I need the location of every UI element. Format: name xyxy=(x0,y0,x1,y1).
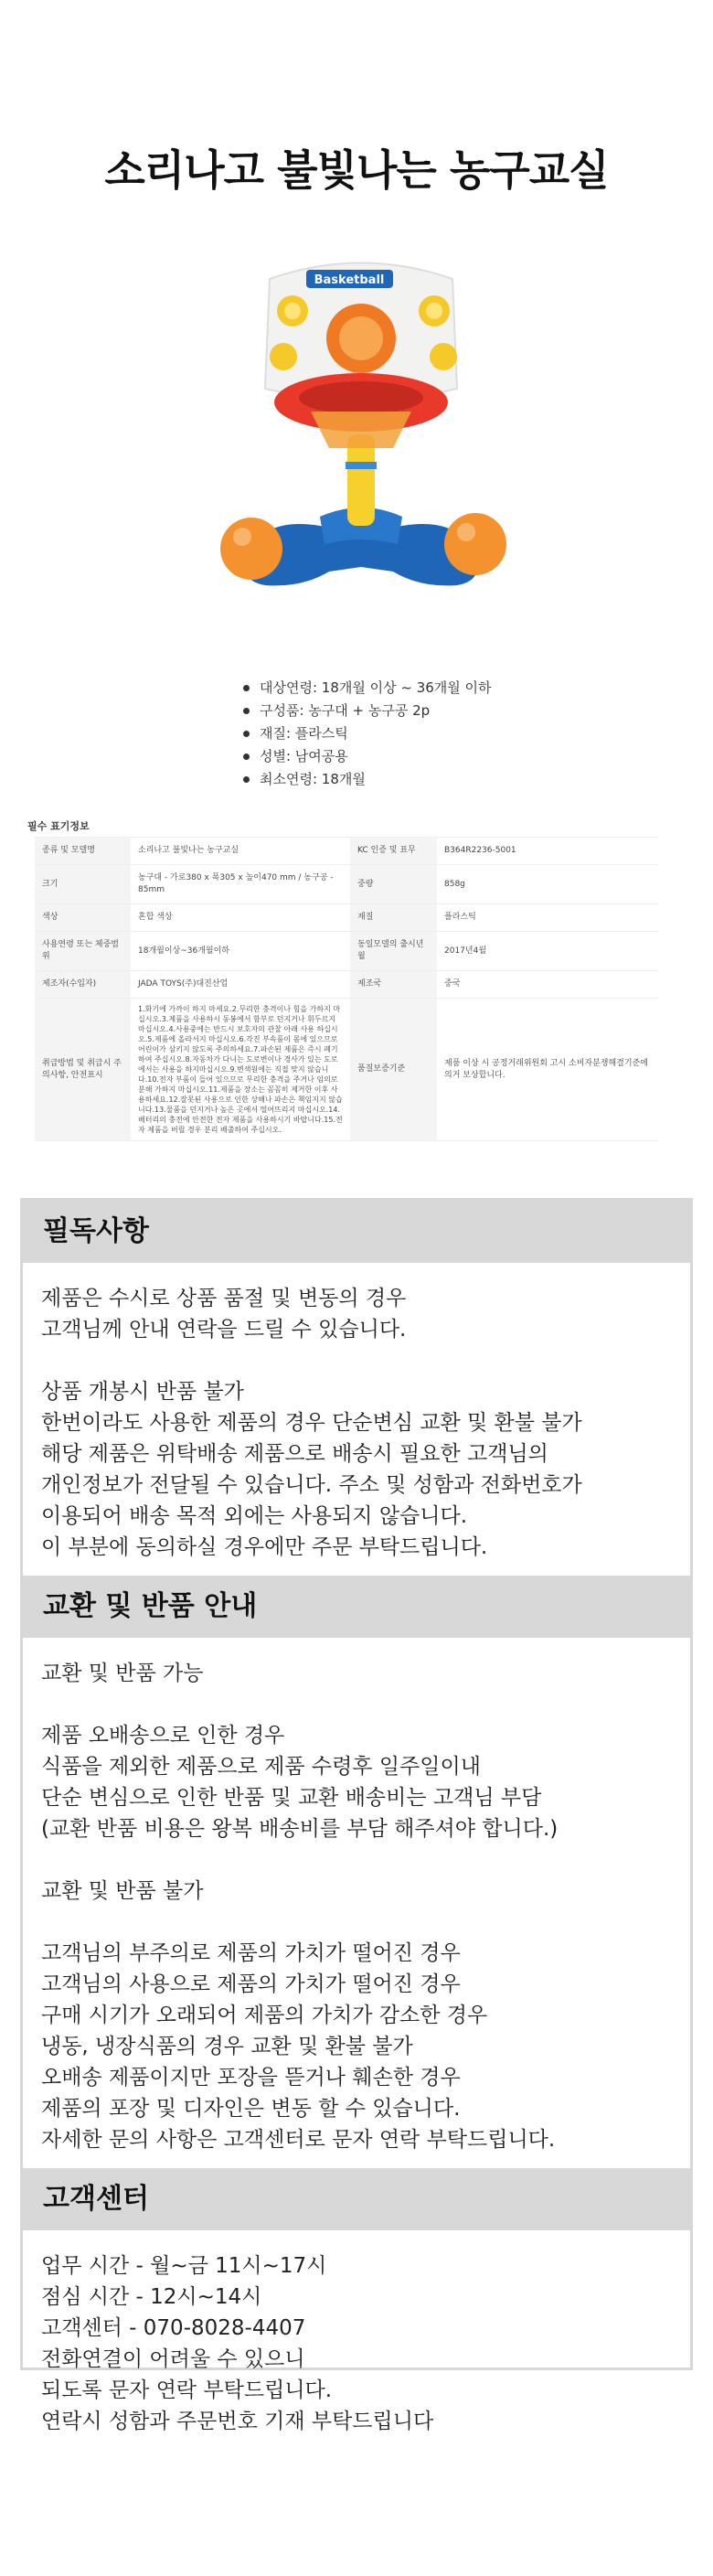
spec-value: 1.화기에 가까이 하지 마세요.2.무리한 충격이나 힘을 가하지 마십시오.3.제품을 사용하시 동봉에서 함부로 던지거나 휘두르지 마십시오.4.사용중에는 반드시 보호자의 관찰 아래 사용 하십시오.5.제품에 올라서지 마십시오.6.각진 부속품이 몸에 있으므로 어린이가 삼키지 않도록 주의하세요.7.파손된 제품은 즉시 폐기하여 주십시오.8.자동차가 다니는 도로변이나 경사가 있는 도로에서는 사용을 하지마십시오.9.변색원에는 직접 맞지 않습니다.10.전자 부품이 들어 있으므로 무리한 충격을 주거나 임의로 분해 가하지 마십시오.11.제품을 장소는 꼼꼼히 제거한 이후 사용하세요.12.잘못된 사용으로 인한 상해나 파손은 책임지지 않습니다.13.물품을 던지거나 높은 곳에서 떨어뜨리지 마십시오.14.배터리의 충전에 안전한 전자 제품을 사용하시기 바랍니다.15.전자 제품을 버릴 경우 분리 배출하여 주십시오. xyxy=(131,999,350,1141)
spec-key: 재질 xyxy=(350,904,437,932)
table-row xyxy=(35,904,658,932)
product-title: 소리나고 불빛나는 농구교실 xyxy=(104,145,609,195)
spec-key: 색상 xyxy=(35,904,131,932)
spec-value: 제품 이상 시 공정거래위원회 고시 소비자분쟁해결기준에 의거 보상합니다. xyxy=(437,999,658,1141)
basketball-hoop-image xyxy=(210,251,512,636)
section-paragraph: 상품 개봉시 반품 불가 한번이라도 사용한 제품의 경우 단순변심 교환 및 환불 불가 해당 제품은 위탁배송 제품으로 배송시 필요한 고객님의 개인정보가 전달될 수 있습니다. 주소 및 성함과 전화번호가 이용되어 배송 목적 외에는 사용되지 않습니다. 이 부분에 동의하실 경우에만 주문 부탁드립니다. xyxy=(41,1380,582,1559)
feature-item: 대상연령: 18개월 이상 ~ 36개월 이하 xyxy=(239,677,492,700)
section-heading: 고객센터 xyxy=(23,2168,690,2230)
table-row xyxy=(35,999,658,1141)
spec-key: 사용연령 또는 체중범위 xyxy=(35,932,131,971)
spec-value: 플라스틱 xyxy=(437,904,658,932)
spec-value: 농구대 - 가로380 x 폭305 x 높이470 mm / 농구공 - 85mm xyxy=(131,865,350,904)
spec-table xyxy=(35,837,658,1141)
table-row xyxy=(35,971,658,999)
section-paragraph: 교환 및 반품 가능 xyxy=(41,1662,204,1685)
spec-value: 혼합 색상 xyxy=(131,904,350,932)
notice-box xyxy=(20,1198,693,2433)
spec-key: KC 인증 및 표무 xyxy=(350,838,437,865)
section-paragraph: 교환 및 반품 불가 xyxy=(41,1879,204,1903)
section-paragraph: 고객님의 부주의로 제품의 가치가 떨어진 경우 고객님의 사용으로 제품의 가치가 떨어진 경우 구매 시기가 오래되어 제품의 가치가 감소한 경우 냉동, 냉장식품의 경우 교환 및 환불 불가 오배송 제품이지만 포장을 뜯거나 훼손한 경우 제품의 포장 및 디자인은 변동 할 수 있습니다. 자세한 문의 사항은 고객센터로 문자 연락 부탁드립니다. xyxy=(41,1941,556,2152)
spec-key: 취급방법 및 취급시 주의사항, 안전표시 xyxy=(35,999,131,1141)
spec-key: 제조국 xyxy=(350,971,437,999)
spec-key: 종류 및 모델명 xyxy=(35,838,131,865)
spec-value: 2017년4월 xyxy=(437,932,658,971)
spec-value: 18개월이상~36개월이하 xyxy=(131,932,350,971)
section-paragraph: 제품 오배송으로 인한 경우 식품을 제외한 제품으로 제품 수령후 일주일이내 단순 변심으로 인한 반품 및 교환 배송비는 고객님 부담 (교환 반품 비용은 왕복 배송비를 부담 해주셔야 합니다.) xyxy=(41,1724,559,1841)
section-body xyxy=(23,1263,690,1576)
brand-label: Basketball xyxy=(314,273,385,287)
spec-key: 크기 xyxy=(35,865,131,904)
spec-value: B364R2236-5001 xyxy=(437,838,658,865)
section-heading: 교환 및 반품 안내 xyxy=(23,1576,690,1638)
feature-list xyxy=(239,677,492,791)
spec-key: 제조자(수입자) xyxy=(35,971,131,999)
table-row xyxy=(35,838,658,865)
spec-table-title: 필수 표기정보 xyxy=(27,820,90,832)
section-heading: 필독사항 xyxy=(23,1201,690,1263)
feature-item: 구성품: 농구대 + 농구공 2p xyxy=(239,700,492,722)
spec-value: 858g xyxy=(437,865,658,904)
table-row xyxy=(35,865,658,904)
feature-item: 재질: 플라스틱 xyxy=(239,722,492,745)
spec-value: JADA TOYS(주)대진산업 xyxy=(131,971,350,999)
section-body xyxy=(23,2230,690,2450)
section-body xyxy=(23,1638,690,2168)
feature-item: 성별: 남여공용 xyxy=(239,745,492,768)
spec-value: 소리나고 불빛나는 농구교실 xyxy=(131,838,350,865)
spec-key: 동일모델의 출시년월 xyxy=(350,932,437,971)
section-paragraph: 업무 시간 - 월~금 11시~17시 점심 시간 - 12시~14시 고객센터 - 070-8028-4407 전화연결이 어려울 수 있으니 되도록 문자 연락 부탁드립니다. 연락시 성함과 주문번호 기재 부탁드립니다 xyxy=(41,2254,434,2433)
feature-item: 최소연령: 18개월 xyxy=(239,768,492,791)
section-paragraph: 제품은 수시로 상품 품절 및 변동의 경우 고객님께 안내 연락을 드릴 수 있습니다. xyxy=(41,1287,407,1341)
spec-key: 품질보증기준 xyxy=(350,999,437,1141)
table-row xyxy=(35,932,658,971)
spec-key: 중량 xyxy=(350,865,437,904)
spec-value: 중국 xyxy=(437,971,658,999)
